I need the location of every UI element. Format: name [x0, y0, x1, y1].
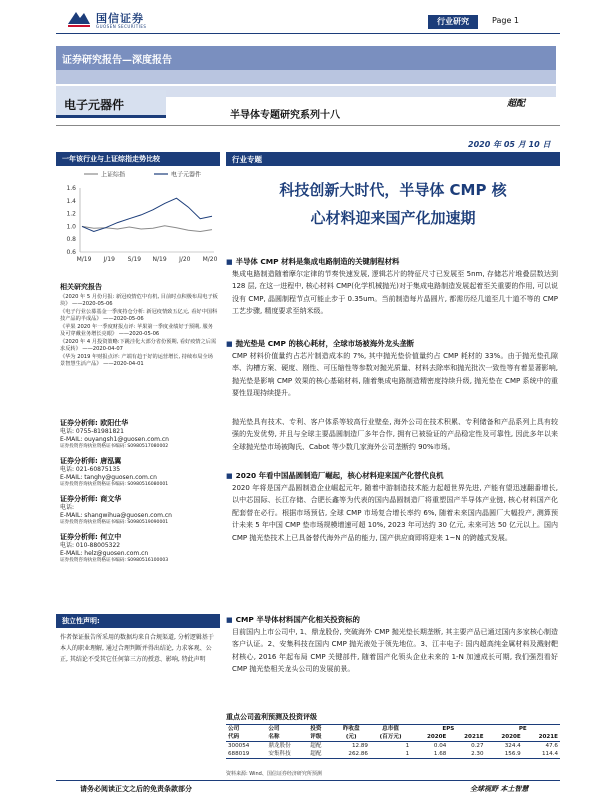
- table-header: (百万元): [379, 734, 402, 740]
- analyst-cert: 证券投资咨询执业资格证书编码: S0980516100003: [60, 558, 169, 563]
- performance-chart: [56, 166, 220, 270]
- table-row: [226, 750, 560, 759]
- analyst-email[interactable]: E-MAIL: ouyangsh1@guosen.com.cn: [60, 436, 169, 443]
- chart-heading: 一年该行业与上证综指走势比较: [56, 152, 220, 166]
- table-cell: 262.86: [348, 751, 368, 757]
- research-type-tag: 行业研究: [428, 15, 478, 29]
- table-cell: 鼎龙股份: [268, 743, 291, 749]
- series-line: [82, 198, 212, 231]
- report-type: 证券研究报告—深度报告: [62, 55, 172, 66]
- table-cell: 1: [405, 751, 410, 757]
- analyst-block: [60, 456, 220, 488]
- related-report-item[interactable]: 《2020 年 4 月投资策略:下跳洼化大部分省份预期, 看好疫情之后需求反转》 ——2020-04-07: [60, 339, 217, 352]
- table-header: 评级: [310, 734, 322, 740]
- table-header: EPS: [442, 726, 455, 732]
- table-cell: 0.04: [433, 743, 447, 749]
- report-date: 2020 年 05 月 10 日: [468, 140, 551, 149]
- analyst-role: 证券分析师:: [60, 419, 98, 427]
- table-header-row: [226, 733, 560, 742]
- table-cell: 114.4: [541, 751, 558, 757]
- analyst-role: 证券分析师:: [60, 533, 98, 541]
- table-header: 投资: [310, 726, 322, 732]
- analyst-name: 商文华: [100, 495, 122, 503]
- table-source: 资料来源: Wind、国信证券经济研究所预测: [226, 771, 322, 777]
- section-paragraph: 2020 年将是国产晶圆制造企业崛起元年, 随着中游制造技术能力起超世界先进, 产能有望迅速翻番增长, 以中芯国际、长江存储、合肥长鑫等为代表的国内晶圆制造厂将重塑国产半导体产业链, 核心材料国产化配套替在必行。根据市场预估, 全球 CMP 市场复合增长率约 6%, 随着未来国内晶圆厂大幅投产, 测算预计未来 5 年中国 CMP 垫市场规模增速可超 10%, 2023 年可达约 30 亿元, 未来可达 50 亿元以上。国内 CMP 抛光垫技术上已具备替代海外产品的能力, 国产供应商即将迎来 1~N 的跨越式发展。: [232, 484, 558, 542]
- table-header: 代码: [228, 734, 240, 740]
- analyst-role: 证券分析师:: [60, 457, 98, 465]
- table-cell: 1.68: [433, 751, 447, 757]
- industry-label-box: [56, 90, 166, 118]
- x-tick-label: M/20: [202, 256, 218, 263]
- footer-disclaimer: 请务必阅读正文之后的免责条款部分: [80, 785, 192, 793]
- related-reports-list: [60, 294, 218, 369]
- forecast-table-title: 重点公司盈利预测及投资评级: [226, 713, 317, 721]
- table-header: 名称: [268, 734, 280, 740]
- table-cell: 2.30: [471, 751, 484, 757]
- section-paragraph: 目前国内上市公司中, 1、鼎龙股份, 突破海外 CMP 抛光垫长期垄断, 其主要产品已通过国内多家核心制造客户认证。2、安集科技在国内 CMP 抛光液处于领先地位。3、江丰电子: 国内超高纯金属材料及溅射靶材核心, 2016 年起布局 CMP 关键部件, 随着国产化领头企业未来的 1-N 加速成长可期, 我们强烈看好 CMP 抛光垫相关龙头公司的发展前景。: [232, 628, 558, 674]
- related-report-item[interactable]: 《电子行业公募基金一季度持仓分析: 新冠疫情致五亿元, 看好中国科技产品的半成品》 ——2020-05-06: [60, 309, 218, 322]
- table-cell: 0.27: [471, 743, 484, 749]
- legend-label: 上证综指: [101, 171, 126, 179]
- section-paragraph: 抛光垫具有技术、专利、客户体系等较高行业壁垒, 海外公司在技术积累、专利储备和产品系列上具有较强的先发优势, 并且与全球主要晶圆制造厂多年合作, 拥有已被验证的产品稳定性及可靠性, 因此多年以来全球抛光垫市场被陶氏、Cabot 等少数几家海外公司垄断约 90%市场。: [232, 418, 558, 451]
- independence-statement-body: 作者保证报告所采用的数据均来自合规渠道, 分析逻辑基于本人的职业理解, 通过合理判断并得出结论, 力求客观、公正, 其结论不受其它任何第三方的授意、影响, 特此声明: [60, 634, 214, 663]
- table-header: (元): [345, 734, 357, 740]
- y-tick-label: 1.4: [66, 197, 76, 205]
- table-cell: 超配: [310, 751, 322, 757]
- analyst-name: 何立中: [100, 533, 122, 541]
- analyst-block: [60, 532, 220, 564]
- table-header: PE: [518, 726, 527, 732]
- topic-tag: 行业专题: [232, 155, 262, 164]
- related-report-item[interactable]: 《2020 年 5 月份月报: 新冠疫情危中有机, 目前时点积极布局电子板块》 ——2020-05-06: [60, 294, 218, 307]
- series-title: 半导体专题研究系列十八: [230, 110, 340, 121]
- related-reports-title: 相关研究报告: [60, 283, 102, 291]
- report-title: [226, 176, 560, 232]
- independence-statement-title: 独立性声明:: [56, 614, 220, 628]
- analyst-block: [60, 494, 220, 526]
- table-header: 2021E: [538, 734, 558, 740]
- table-header: 公司: [228, 726, 240, 732]
- x-tick-label: N/19: [152, 256, 167, 263]
- report-type-band: [56, 46, 556, 70]
- industry-rating: 超配: [507, 99, 526, 109]
- table-header-row: [226, 725, 560, 734]
- table-cell: 156.9: [504, 751, 521, 757]
- analyst-phone: 电话:: [60, 504, 75, 511]
- analyst-phone: 电话: 010-88005322: [60, 542, 121, 549]
- section-paragraph: CMP 材料价值量约占芯片制造成本的 7%, 其中抛光垫价值量约占 CMP 耗材的 33%。由于抛光垫孔隙率、沟槽方案、硬度、刚性、可压缩性等参数对抛光质量、材料去除率和抛光批次一致性等有着显著影响, 抛光垫是影响 CMP 效果的核心基础材料, 随着集成电路制造精密度持续升级, 抛光垫在 CMP 系统中的重要性显现持续提升。: [232, 352, 558, 398]
- analyst-phone: 电话: 0755-81981821: [60, 428, 124, 435]
- analyst-cert: 证券投资咨询执业资格证书编码: S0980516080001: [60, 482, 169, 487]
- x-tick-label: S/19: [127, 256, 142, 263]
- table-cell: 47.6: [545, 743, 558, 749]
- section-heading: ■ 抛光垫是 CMP 的核心耗材，全球市场被海外龙头垄断: [226, 338, 560, 350]
- analyst-role: 证券分析师:: [60, 495, 98, 503]
- y-tick-label: 0.8: [66, 236, 76, 244]
- forecast-table: [226, 724, 560, 759]
- table-header: 2020E: [426, 734, 447, 740]
- header-divider: [56, 33, 560, 34]
- section-paragraph: 集成电路制造随着摩尔定律的节奏快速发展, 逻辑芯片的特征尺寸已发展至 5nm, 存储芯片堆叠层数达到 128 层, 在这一进程中, 核心材料 CMP(化学机械抛光)对于集成电路制造发展起着至关重要的作用, 可以说没有 CMP, 晶圆制程节点可能止步于 0.35um。当前制造每片晶圆片, 都需历经几道至几十道不等的 CMP 工艺步骤, 精度要求至纳米级。: [232, 270, 558, 316]
- y-tick-label: 1.2: [66, 210, 76, 218]
- report-title-line: 科技创新大时代，半导体 CMP 核: [279, 181, 507, 199]
- x-tick-label: J/19: [103, 256, 115, 263]
- related-report-item[interactable]: 《苹果 2020 年一季度财报点评: 苹果第一季度业绩好于预期, 服务及可穿戴业务增长亮眼》 ——2020-05-06: [60, 324, 213, 337]
- table-row: [226, 742, 560, 751]
- related-report-item[interactable]: 《华为 2019 年财报点评: 产端有趋于好的运营增长, 持续布局全场景智慧生活产品》 ——2020-04-01: [60, 354, 213, 367]
- report-title-line: 心材料迎来国产化加速期: [310, 209, 476, 227]
- section-heading: ■ 半导体 CMP 材料是集成电路制造的关键制程材料: [226, 256, 560, 268]
- table-cell: 324.4: [504, 743, 521, 749]
- analyst-name: 欧阳仕华: [100, 419, 129, 427]
- footer-slogan: 全球视野 本土智慧: [470, 785, 529, 793]
- topic-band: [226, 152, 560, 166]
- company-logo-icon: [66, 10, 92, 28]
- analyst-phone: 电话: 021-60875135: [60, 466, 121, 473]
- industry-name: 电子元器件: [64, 98, 125, 112]
- section-heading: ■ 2020 年看中国晶圆制造厂崛起，核心材料迎来国产化替代良机: [226, 470, 560, 482]
- analyst-cert: 证券投资咨询执业资格证书编码: S0980519090001: [60, 520, 169, 525]
- x-tick-label: J/20: [179, 256, 191, 263]
- company-subname: GUOSEN SECURITIES: [96, 24, 147, 29]
- analyst-name: 唐泓翼: [100, 457, 122, 465]
- table-cell: 688019: [228, 751, 250, 757]
- table-cell: 超配: [310, 743, 322, 749]
- x-tick-label: M/19: [76, 256, 92, 263]
- table-header: 昨收盘: [342, 726, 360, 732]
- y-tick-label: 1.0: [66, 223, 76, 231]
- table-header: 2021E: [464, 734, 484, 740]
- footer-divider: [56, 780, 560, 781]
- banner-divider: [56, 125, 560, 126]
- section-heading: ■ CMP 半导体材料国产化相关投资标的: [226, 614, 560, 626]
- table-cell: 安集科技: [268, 751, 291, 757]
- table-header: 2020E: [501, 734, 521, 740]
- analyst-email[interactable]: E-MAIL: shangwihua@guosen.com.cn: [60, 512, 172, 519]
- analyst-block: [60, 418, 220, 450]
- legend-label: 电子元器件: [171, 171, 202, 179]
- analyst-cert: 证券投资咨询执业资格证书编码: S0980517080002: [60, 444, 169, 449]
- banner-stripe: [56, 70, 556, 84]
- analyst-email[interactable]: E-MAIL: tanghy@guosen.com.cn: [60, 474, 157, 481]
- table-cell: 1: [405, 743, 410, 749]
- table-cell: 12.89: [351, 743, 368, 749]
- table-header: 总市值: [382, 726, 399, 732]
- y-tick-label: 1.6: [66, 185, 76, 192]
- analyst-email[interactable]: E-MAIL: helz@guosen.com.cn: [60, 550, 149, 557]
- table-cell: 300054: [228, 743, 250, 749]
- company-name: 国信证券: [96, 12, 144, 25]
- page-number: Page 1: [492, 16, 519, 25]
- table-header: 公司: [268, 726, 280, 732]
- y-tick-label: 0.6: [66, 249, 76, 256]
